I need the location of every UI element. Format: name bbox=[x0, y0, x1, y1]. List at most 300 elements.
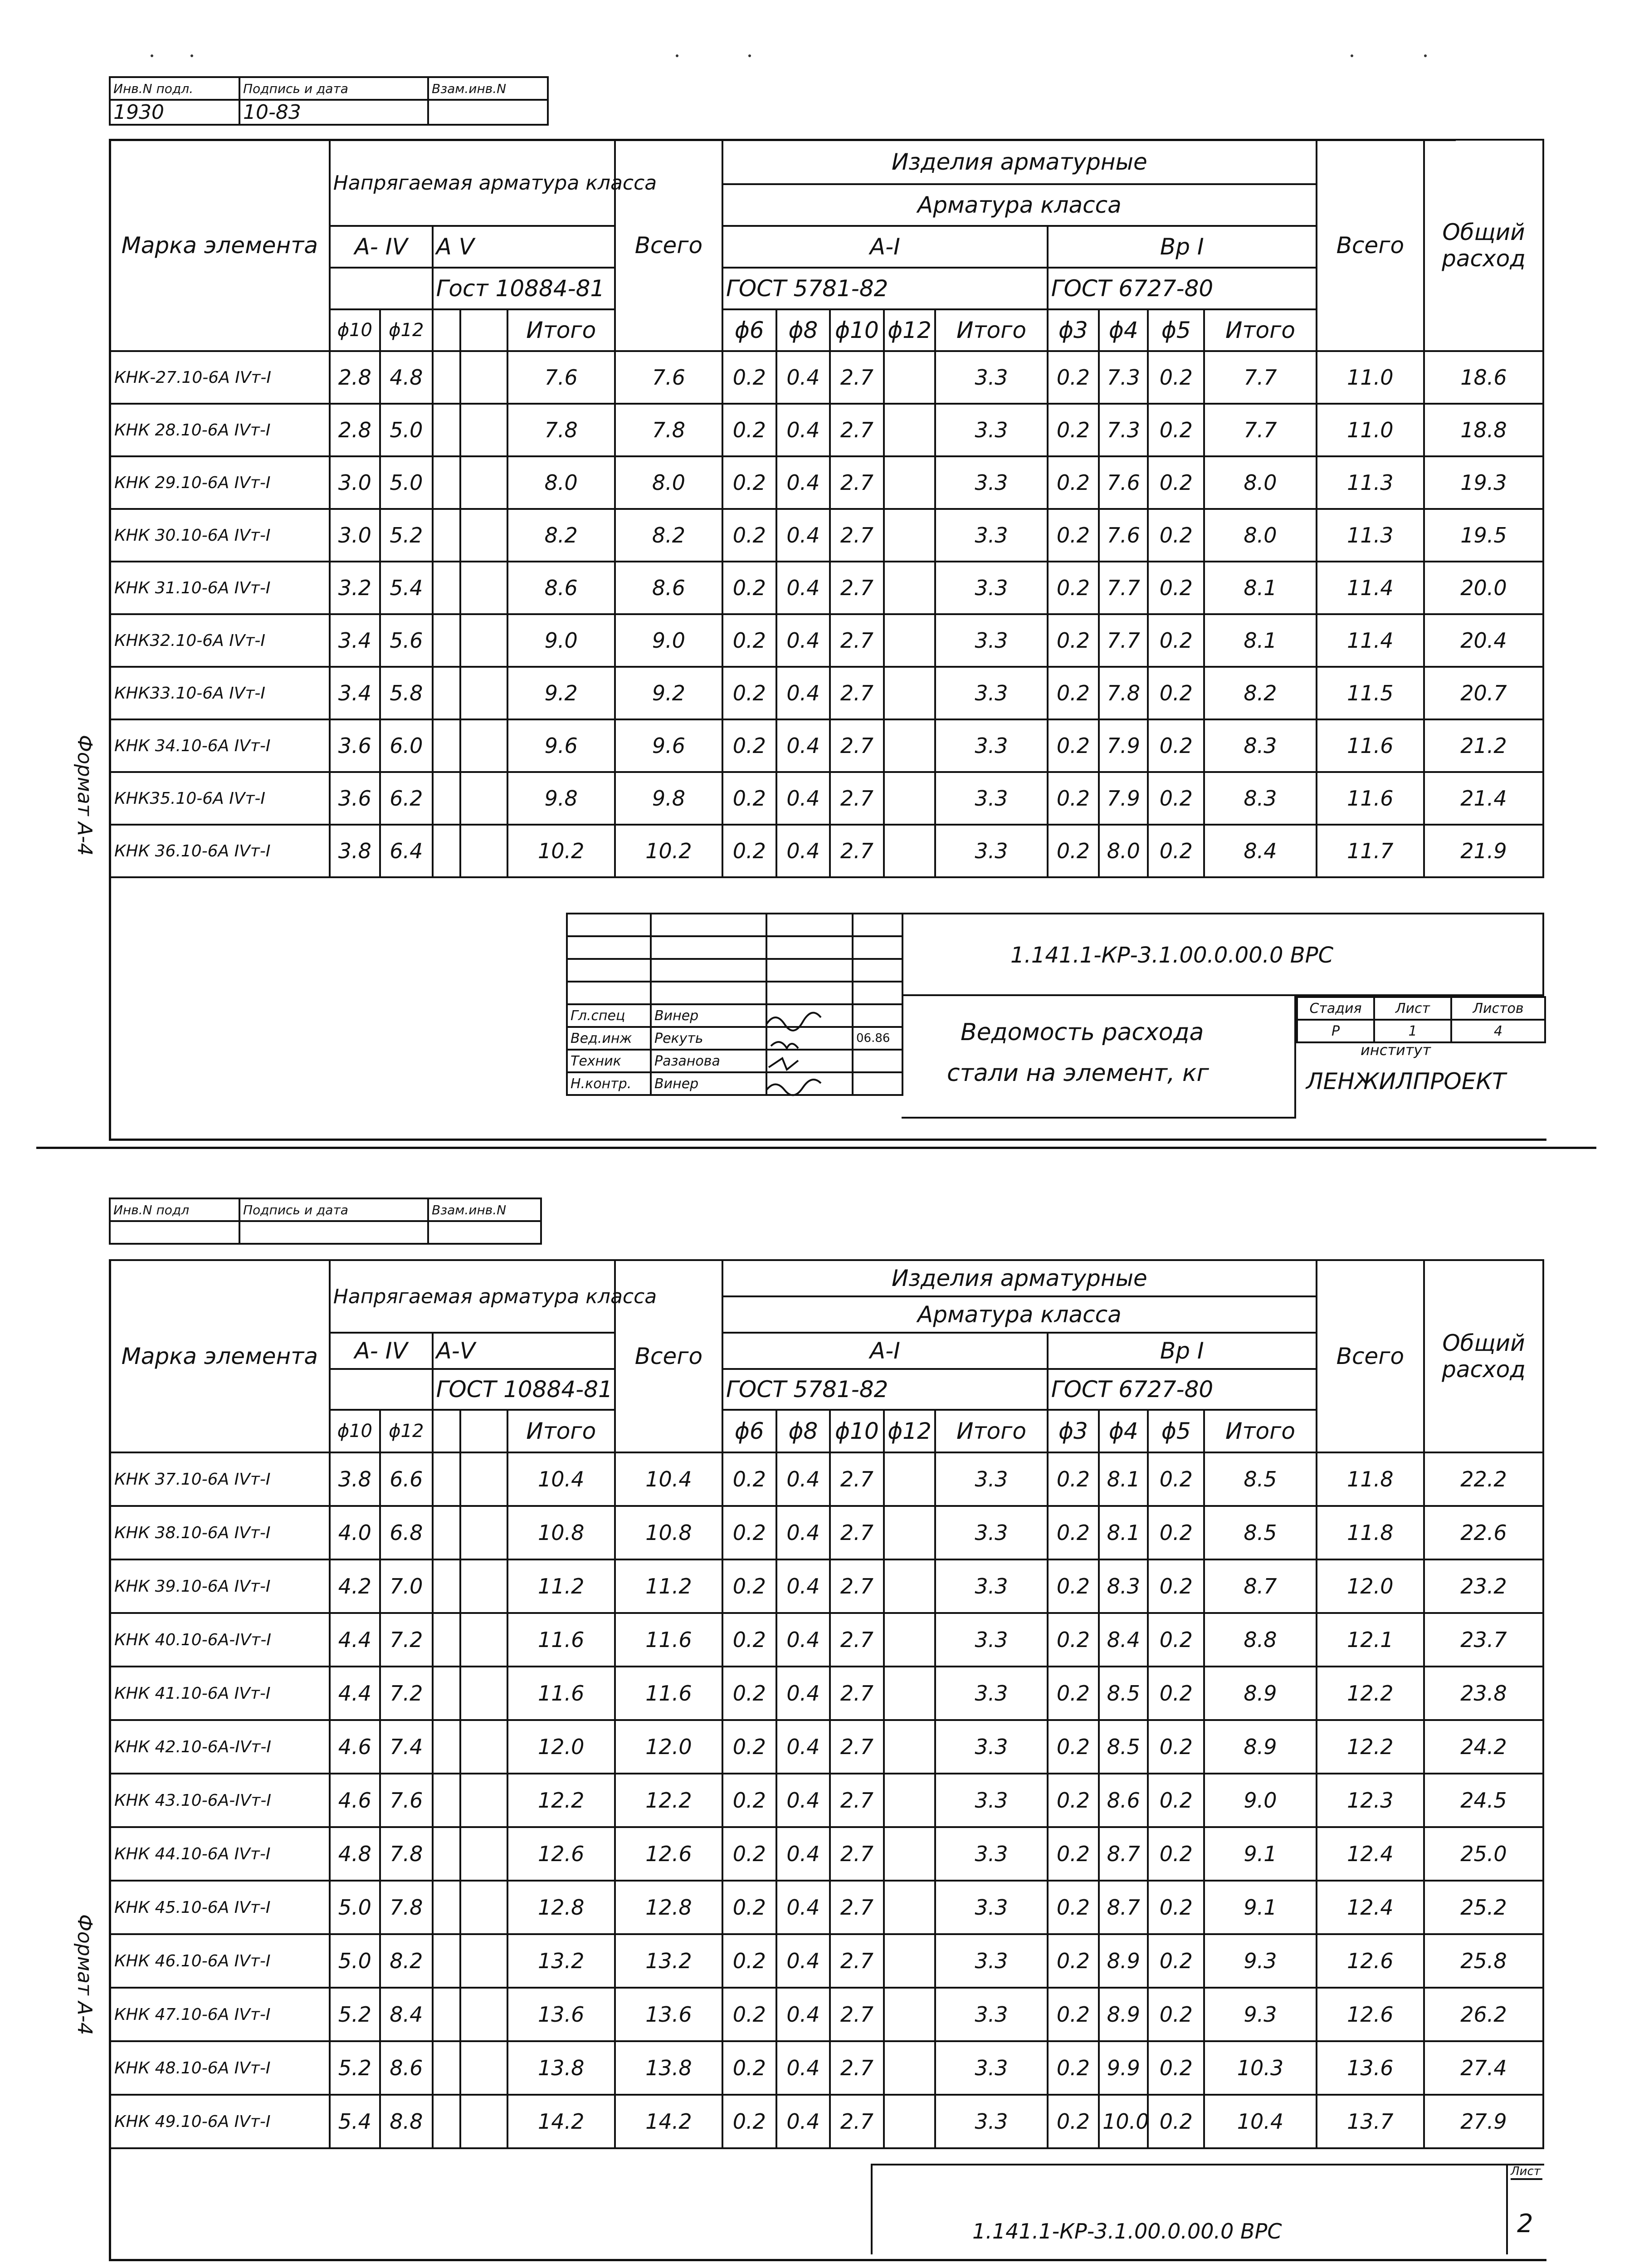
cell-d8: 0.4 bbox=[776, 667, 830, 719]
cell-vsego2: 13.6 bbox=[1317, 2041, 1424, 2095]
cell-empty bbox=[433, 1559, 461, 1613]
cell-d3: 0.2 bbox=[1048, 1613, 1099, 1667]
header2-itogo3: Итого bbox=[1204, 1410, 1317, 1452]
cell-total: 21.2 bbox=[1424, 719, 1543, 772]
cell-d4: 8.5 bbox=[1099, 1667, 1148, 1720]
cell-d5: 0.2 bbox=[1148, 1559, 1204, 1613]
cell-empty bbox=[884, 667, 935, 719]
cell-a10: 5.4 bbox=[330, 2095, 380, 2148]
table-row bbox=[110, 1774, 1543, 1827]
cell-d6: 0.2 bbox=[722, 2095, 776, 2148]
cell-itogo3: 8.9 bbox=[1204, 1720, 1317, 1774]
cell-empty bbox=[460, 1934, 507, 1988]
cell-d5: 0.2 bbox=[1148, 1720, 1204, 1774]
cell-mark: КНК 28.10-6А IVт-I bbox=[110, 404, 330, 456]
sheet1-stamp-signatures bbox=[566, 913, 903, 1096]
table-row bbox=[110, 456, 1543, 509]
cell-d5: 0.2 bbox=[1148, 1934, 1204, 1988]
cell-d8: 0.4 bbox=[776, 614, 830, 667]
cell-itogo: 13.6 bbox=[507, 1988, 615, 2041]
cell-itogo2: 3.3 bbox=[935, 1827, 1048, 1881]
cell-d4: 8.1 bbox=[1099, 1452, 1148, 1506]
cell-itogo2: 3.3 bbox=[935, 456, 1048, 509]
cell-d4: 7.6 bbox=[1099, 509, 1148, 562]
table-row bbox=[110, 404, 1543, 456]
header-a4: А- IV bbox=[330, 226, 433, 268]
table-row bbox=[110, 825, 1543, 877]
cell-vsego2: 11.5 bbox=[1317, 667, 1424, 719]
cell-itogo3: 10.4 bbox=[1204, 2095, 1317, 2148]
table-row bbox=[110, 614, 1543, 667]
cell-empty bbox=[433, 825, 461, 877]
cell-total: 25.2 bbox=[1424, 1881, 1543, 1934]
cell-d8: 0.4 bbox=[776, 1934, 830, 1988]
cell-a12: 8.2 bbox=[380, 1934, 433, 1988]
cell-itogo3: 9.3 bbox=[1204, 1988, 1317, 2041]
header2-bp1: Вр I bbox=[1048, 1333, 1317, 1369]
cell-empty bbox=[884, 2095, 935, 2148]
cell-a12: 7.6 bbox=[380, 1774, 433, 1827]
cell-d8: 0.4 bbox=[776, 825, 830, 877]
cell-empty bbox=[884, 562, 935, 614]
cell-total: 19.3 bbox=[1424, 456, 1543, 509]
scan-dot bbox=[190, 54, 193, 57]
cell-empty bbox=[460, 1452, 507, 1506]
cell-d5: 0.2 bbox=[1148, 1881, 1204, 1934]
cell-empty bbox=[884, 1988, 935, 2041]
cell-mark: КНК 43.10-6А-IVт-I bbox=[110, 1774, 330, 1827]
cell-d5: 0.2 bbox=[1148, 1827, 1204, 1881]
cell-empty bbox=[433, 1881, 461, 1934]
cell-a10: 4.4 bbox=[330, 1667, 380, 1720]
cell-d6: 0.2 bbox=[722, 2041, 776, 2095]
cell-d3: 0.2 bbox=[1048, 772, 1099, 825]
cell-d8: 0.4 bbox=[776, 1720, 830, 1774]
header2-vsego2: Всего bbox=[1317, 1260, 1424, 1452]
cell-d4: 7.7 bbox=[1099, 562, 1148, 614]
table-row bbox=[110, 1934, 1543, 1988]
cell-mark: КНК32.10-6А IVт-I bbox=[110, 614, 330, 667]
header-itogo3: Итого bbox=[1204, 309, 1317, 351]
cell-empty bbox=[433, 562, 461, 614]
cell-empty bbox=[460, 1827, 507, 1881]
cell-empty bbox=[460, 2095, 507, 2148]
stamp-institute-label: институт bbox=[1361, 1041, 1431, 1059]
stub-value-replace bbox=[428, 100, 548, 125]
cell-d8: 0.4 bbox=[776, 1827, 830, 1881]
cell-d3: 0.2 bbox=[1048, 1774, 1099, 1827]
stamp-listov-label: Листов bbox=[1451, 997, 1545, 1020]
cell-empty bbox=[460, 1881, 507, 1934]
cell-a10: 3.8 bbox=[330, 1452, 380, 1506]
cell-empty bbox=[884, 351, 935, 404]
cell-d6: 0.2 bbox=[722, 1506, 776, 1559]
sheet2-list-box bbox=[1506, 2164, 1544, 2254]
cell-vsego: 11.2 bbox=[615, 1559, 722, 1613]
cell-empty bbox=[884, 772, 935, 825]
cell-vsego: 8.0 bbox=[615, 456, 722, 509]
cell-a12: 8.6 bbox=[380, 2041, 433, 2095]
cell-mark: КНК 29.10-6А IVт-I bbox=[110, 456, 330, 509]
cell-d10: 2.7 bbox=[830, 1827, 884, 1881]
header2-d6: ϕ6 bbox=[722, 1410, 776, 1452]
table-row bbox=[110, 1988, 1543, 2041]
cell-empty bbox=[460, 825, 507, 877]
cell-d4: 8.3 bbox=[1099, 1559, 1148, 1613]
header-d4: ϕ4 bbox=[1099, 309, 1148, 351]
stamp-title-line2: стали на элемент, кг bbox=[947, 1060, 1209, 1087]
cell-itogo2: 3.3 bbox=[935, 614, 1048, 667]
cell-itogo3: 10.3 bbox=[1204, 2041, 1317, 2095]
cell-d3: 0.2 bbox=[1048, 1827, 1099, 1881]
cell-d8: 0.4 bbox=[776, 562, 830, 614]
stub-header-sign: Подпись и дата bbox=[239, 77, 428, 100]
cell-itogo3: 8.2 bbox=[1204, 667, 1317, 719]
cell-empty bbox=[460, 562, 507, 614]
cell-itogo: 10.8 bbox=[507, 1506, 615, 1559]
table-row bbox=[110, 562, 1543, 614]
cell-total: 21.9 bbox=[1424, 825, 1543, 877]
header-d3: ϕ3 bbox=[1048, 309, 1099, 351]
cell-empty bbox=[460, 404, 507, 456]
cell-empty bbox=[884, 456, 935, 509]
sheet2-footer bbox=[871, 2164, 1544, 2254]
cell-empty bbox=[884, 1667, 935, 1720]
header-vsego: Всего bbox=[615, 140, 722, 351]
header-a5-col1 bbox=[433, 309, 461, 351]
cell-vsego: 14.2 bbox=[615, 2095, 722, 2148]
cell-d4: 7.9 bbox=[1099, 719, 1148, 772]
cell-d5: 0.2 bbox=[1148, 1774, 1204, 1827]
cell-empty bbox=[460, 456, 507, 509]
header2-izdelia: Изделия арматурные bbox=[722, 1260, 1317, 1296]
cell-itogo2: 3.3 bbox=[935, 1720, 1048, 1774]
cell-itogo2: 3.3 bbox=[935, 719, 1048, 772]
cell-a12: 7.8 bbox=[380, 1881, 433, 1934]
cell-total: 23.2 bbox=[1424, 1559, 1543, 1613]
header-armatura-klassa: Арматура класса bbox=[722, 184, 1317, 226]
cell-a10: 2.8 bbox=[330, 351, 380, 404]
cell-d5: 0.2 bbox=[1148, 614, 1204, 667]
cell-d6: 0.2 bbox=[722, 1613, 776, 1667]
cell-d10: 2.7 bbox=[830, 2095, 884, 2148]
sheet1-format-label: Формат А-4 bbox=[73, 735, 96, 856]
header2-itogo: Итого bbox=[507, 1410, 615, 1452]
cell-empty bbox=[884, 1774, 935, 1827]
cell-mark: КНК 34.10-6А IVт-I bbox=[110, 719, 330, 772]
cell-vsego: 10.8 bbox=[615, 1506, 722, 1559]
cell-vsego: 11.6 bbox=[615, 1667, 722, 1720]
cell-vsego2: 12.4 bbox=[1317, 1827, 1424, 1881]
cell-itogo: 8.6 bbox=[507, 562, 615, 614]
cell-a10: 3.0 bbox=[330, 509, 380, 562]
header-d6: ϕ6 bbox=[722, 309, 776, 351]
cell-itogo3: 8.0 bbox=[1204, 509, 1317, 562]
header2-d10b: ϕ10 bbox=[830, 1410, 884, 1452]
cell-d3: 0.2 bbox=[1048, 825, 1099, 877]
cell-d4: 8.0 bbox=[1099, 825, 1148, 877]
cell-itogo: 10.2 bbox=[507, 825, 615, 877]
cell-d3: 0.2 bbox=[1048, 456, 1099, 509]
cell-a12: 6.4 bbox=[380, 825, 433, 877]
cell-itogo3: 8.4 bbox=[1204, 825, 1317, 877]
cell-empty bbox=[460, 772, 507, 825]
cell-d10: 2.7 bbox=[830, 1934, 884, 1988]
header-a1: А-I bbox=[722, 226, 1048, 268]
cell-empty bbox=[433, 1452, 461, 1506]
header-d5: ϕ5 bbox=[1148, 309, 1204, 351]
cell-total: 18.8 bbox=[1424, 404, 1543, 456]
header2-itogo2: Итого bbox=[935, 1410, 1048, 1452]
cell-d10: 2.7 bbox=[830, 1720, 884, 1774]
cell-d10: 2.7 bbox=[830, 719, 884, 772]
cell-itogo: 8.2 bbox=[507, 509, 615, 562]
cell-d8: 0.4 bbox=[776, 1667, 830, 1720]
cell-a10: 5.2 bbox=[330, 1988, 380, 2041]
cell-a10: 3.4 bbox=[330, 614, 380, 667]
cell-d5: 0.2 bbox=[1148, 1988, 1204, 2041]
sheet2-list-label: Лист bbox=[1511, 2165, 1542, 2180]
cell-d3: 0.2 bbox=[1048, 614, 1099, 667]
table-row bbox=[110, 2041, 1543, 2095]
cell-total: 24.2 bbox=[1424, 1720, 1543, 1774]
cell-d8: 0.4 bbox=[776, 2095, 830, 2148]
cell-total: 24.5 bbox=[1424, 1774, 1543, 1827]
cell-d10: 2.7 bbox=[830, 825, 884, 877]
cell-empty bbox=[460, 2041, 507, 2095]
header2-blank-a4 bbox=[330, 1369, 433, 1410]
table-row bbox=[110, 1720, 1543, 1774]
cell-a12: 7.4 bbox=[380, 1720, 433, 1774]
cell-d4: 9.9 bbox=[1099, 2041, 1148, 2095]
cell-a12: 6.6 bbox=[380, 1452, 433, 1506]
header-d10: ϕ10 bbox=[330, 309, 380, 351]
cell-d6: 0.2 bbox=[722, 614, 776, 667]
cell-itogo3: 9.0 bbox=[1204, 1774, 1317, 1827]
cell-d10: 2.7 bbox=[830, 1506, 884, 1559]
cell-mark: КНК 44.10-6А IVт-I bbox=[110, 1827, 330, 1881]
cell-vsego: 10.2 bbox=[615, 825, 722, 877]
cell-itogo2: 3.3 bbox=[935, 1934, 1048, 1988]
cell-a12: 7.0 bbox=[380, 1559, 433, 1613]
cell-d3: 0.2 bbox=[1048, 719, 1099, 772]
cell-a12: 8.4 bbox=[380, 1988, 433, 2041]
cell-total: 23.7 bbox=[1424, 1613, 1543, 1667]
stamp-code: 1.141.1-КР-3.1.00.0.00.0 ВРС bbox=[1010, 943, 1334, 968]
cell-d5: 0.2 bbox=[1148, 825, 1204, 877]
cell-d5: 0.2 bbox=[1148, 1506, 1204, 1559]
cell-vsego2: 11.7 bbox=[1317, 825, 1424, 877]
cell-vsego2: 11.6 bbox=[1317, 719, 1424, 772]
header2-d12: ϕ12 bbox=[380, 1410, 433, 1452]
cell-empty bbox=[433, 1613, 461, 1667]
cell-d10: 2.7 bbox=[830, 667, 884, 719]
stamp-name-1: Рекуть bbox=[651, 1027, 766, 1050]
cell-empty bbox=[460, 1720, 507, 1774]
cell-d10: 2.7 bbox=[830, 614, 884, 667]
cell-d8: 0.4 bbox=[776, 1988, 830, 2041]
stamp-stadia: Р bbox=[1297, 1020, 1374, 1042]
cell-total: 26.2 bbox=[1424, 1988, 1543, 2041]
cell-itogo3: 9.1 bbox=[1204, 1881, 1317, 1934]
cell-empty bbox=[433, 1667, 461, 1720]
header-blank-a4 bbox=[330, 268, 433, 309]
scan-dot bbox=[1424, 54, 1427, 57]
header2-vsego: Всего bbox=[615, 1260, 722, 1452]
cell-empty bbox=[433, 1774, 461, 1827]
cell-vsego: 11.6 bbox=[615, 1613, 722, 1667]
cell-d5: 0.2 bbox=[1148, 509, 1204, 562]
cell-a12: 5.6 bbox=[380, 614, 433, 667]
cell-itogo3: 8.7 bbox=[1204, 1559, 1317, 1613]
cell-d6: 0.2 bbox=[722, 1934, 776, 1988]
cell-a10: 4.6 bbox=[330, 1720, 380, 1774]
cell-itogo3: 8.5 bbox=[1204, 1506, 1317, 1559]
cell-d6: 0.2 bbox=[722, 351, 776, 404]
cell-empty bbox=[884, 719, 935, 772]
cell-empty bbox=[460, 509, 507, 562]
header2-d4: ϕ4 bbox=[1099, 1410, 1148, 1452]
cell-d4: 8.4 bbox=[1099, 1613, 1148, 1667]
header-obshchiy: Общий расход bbox=[1424, 140, 1543, 351]
cell-empty bbox=[884, 1934, 935, 1988]
sheet2-table bbox=[109, 1259, 1544, 2149]
cell-empty bbox=[460, 1506, 507, 1559]
cell-vsego2: 12.3 bbox=[1317, 1774, 1424, 1827]
table-row bbox=[110, 351, 1543, 404]
cell-empty bbox=[884, 1506, 935, 1559]
header2-gost-5781: ГОСТ 5781-82 bbox=[722, 1369, 1048, 1410]
cell-itogo: 12.6 bbox=[507, 1827, 615, 1881]
cell-itogo3: 8.5 bbox=[1204, 1452, 1317, 1506]
cell-a12: 5.0 bbox=[380, 456, 433, 509]
cell-empty bbox=[433, 667, 461, 719]
cell-d3: 0.2 bbox=[1048, 351, 1099, 404]
cell-vsego2: 13.7 bbox=[1317, 2095, 1424, 2148]
stamp-role-2: Техник bbox=[567, 1050, 651, 1072]
cell-itogo: 11.6 bbox=[507, 1613, 615, 1667]
cell-a10: 3.6 bbox=[330, 719, 380, 772]
scan-dot bbox=[1351, 54, 1353, 57]
stamp-listov: 4 bbox=[1451, 1020, 1545, 1042]
cell-mark: КНК 45.10-6А IVт-I bbox=[110, 1881, 330, 1934]
cell-empty bbox=[433, 614, 461, 667]
cell-empty bbox=[884, 1559, 935, 1613]
cell-itogo: 8.0 bbox=[507, 456, 615, 509]
header-d8: ϕ8 bbox=[776, 309, 830, 351]
cell-itogo3: 9.1 bbox=[1204, 1827, 1317, 1881]
table-row bbox=[110, 719, 1543, 772]
cell-empty bbox=[884, 2041, 935, 2095]
cell-itogo2: 3.3 bbox=[935, 772, 1048, 825]
cell-itogo3: 7.7 bbox=[1204, 404, 1317, 456]
cell-mark: КНК 49.10-6А IVт-I bbox=[110, 2095, 330, 2148]
cell-d6: 0.2 bbox=[722, 1667, 776, 1720]
cell-itogo2: 3.3 bbox=[935, 1559, 1048, 1613]
cell-a12: 5.0 bbox=[380, 404, 433, 456]
cell-mark: КНК 48.10-6А IVт-I bbox=[110, 2041, 330, 2095]
cell-d4: 8.1 bbox=[1099, 1506, 1148, 1559]
cell-d5: 0.2 bbox=[1148, 456, 1204, 509]
cell-vsego: 12.2 bbox=[615, 1774, 722, 1827]
cell-d4: 8.7 bbox=[1099, 1881, 1148, 1934]
cell-itogo: 14.2 bbox=[507, 2095, 615, 2148]
cell-total: 20.0 bbox=[1424, 562, 1543, 614]
cell-d6: 0.2 bbox=[722, 1720, 776, 1774]
cell-vsego2: 11.3 bbox=[1317, 456, 1424, 509]
cell-d6: 0.2 bbox=[722, 1827, 776, 1881]
cell-itogo: 10.4 bbox=[507, 1452, 615, 1506]
cell-d10: 2.7 bbox=[830, 1667, 884, 1720]
cell-d5: 0.2 bbox=[1148, 2095, 1204, 2148]
cell-empty bbox=[884, 1827, 935, 1881]
cell-empty bbox=[433, 2095, 461, 2148]
cell-a10: 4.0 bbox=[330, 1506, 380, 1559]
cell-d10: 2.7 bbox=[830, 1881, 884, 1934]
cell-total: 22.2 bbox=[1424, 1452, 1543, 1506]
cell-d3: 0.2 bbox=[1048, 1667, 1099, 1720]
cell-d6: 0.2 bbox=[722, 1452, 776, 1506]
cell-empty bbox=[433, 404, 461, 456]
header-d12b: ϕ12 bbox=[884, 309, 935, 351]
cell-d8: 0.4 bbox=[776, 1881, 830, 1934]
cell-itogo3: 8.8 bbox=[1204, 1613, 1317, 1667]
cell-d4: 7.9 bbox=[1099, 772, 1148, 825]
stamp-list-label: Лист bbox=[1374, 997, 1451, 1020]
cell-itogo2: 3.3 bbox=[935, 562, 1048, 614]
sheet2-list-number: 2 bbox=[1517, 2209, 1533, 2239]
cell-vsego2: 11.0 bbox=[1317, 404, 1424, 456]
stamp-signature-scribbles bbox=[762, 1011, 853, 1115]
cell-itogo: 11.6 bbox=[507, 1667, 615, 1720]
cell-empty bbox=[460, 1774, 507, 1827]
stamp-title-line1: Ведомость расхода bbox=[961, 1019, 1204, 1046]
sheet2-rows bbox=[110, 1452, 1543, 2148]
stub-value-sign: 10-83 bbox=[239, 100, 428, 125]
cell-itogo2: 3.3 bbox=[935, 1667, 1048, 1720]
cell-empty bbox=[433, 351, 461, 404]
header-gost-6727: ГОСТ 6727-80 bbox=[1048, 268, 1317, 309]
cell-itogo2: 3.3 bbox=[935, 1506, 1048, 1559]
cell-empty bbox=[884, 614, 935, 667]
cell-mark: КНК 47.10-6А IVт-I bbox=[110, 1988, 330, 2041]
cell-d6: 0.2 bbox=[722, 456, 776, 509]
cell-mark: КНК-27.10-6А IVт-I bbox=[110, 351, 330, 404]
header2-gost-10884: ГОСТ 10884-81 bbox=[433, 1369, 615, 1410]
header-itogo: Итого bbox=[507, 309, 615, 351]
cell-vsego: 13.2 bbox=[615, 1934, 722, 1988]
header-a5: А V bbox=[433, 226, 615, 268]
cell-d5: 0.2 bbox=[1148, 1452, 1204, 1506]
header2-prestressed: Напрягаемая арматура класса bbox=[330, 1260, 615, 1333]
cell-itogo: 12.8 bbox=[507, 1881, 615, 1934]
cell-empty bbox=[433, 2041, 461, 2095]
cell-itogo2: 3.3 bbox=[935, 509, 1048, 562]
cell-a12: 7.2 bbox=[380, 1667, 433, 1720]
cell-total: 21.4 bbox=[1424, 772, 1543, 825]
stamp-code-box bbox=[902, 913, 1544, 996]
cell-empty bbox=[460, 1559, 507, 1613]
cell-d3: 0.2 bbox=[1048, 1720, 1099, 1774]
header-bp1: Вр I bbox=[1048, 226, 1317, 268]
cell-vsego: 8.6 bbox=[615, 562, 722, 614]
table-row bbox=[110, 1827, 1543, 1881]
cell-total: 20.7 bbox=[1424, 667, 1543, 719]
cell-a10: 3.2 bbox=[330, 562, 380, 614]
stamp-date-0 bbox=[853, 1004, 902, 1027]
cell-d4: 7.3 bbox=[1099, 404, 1148, 456]
cell-empty bbox=[460, 719, 507, 772]
